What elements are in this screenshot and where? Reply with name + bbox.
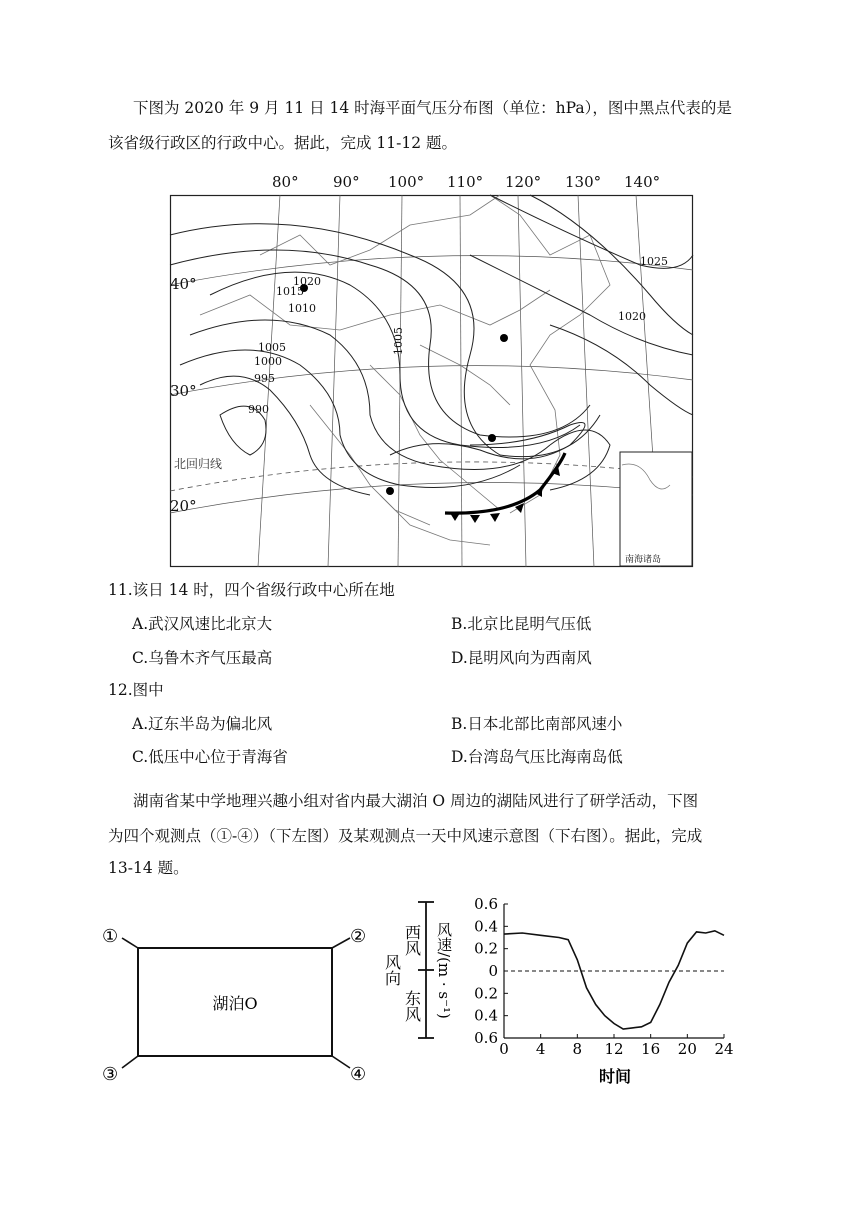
y-tick-label: 0.4 — [474, 1006, 498, 1025]
isobar-label: 995 — [254, 372, 275, 385]
lat-label: 30° — [170, 382, 197, 400]
isobar-label: 1010 — [288, 302, 316, 315]
lon-label: 100° — [388, 173, 425, 191]
q12-option-b[interactable]: B.日本北部比南部风速小 — [451, 715, 623, 733]
q11-option-a[interactable]: A.武汉风速比北京大 — [132, 615, 273, 633]
lon-label: 120° — [505, 173, 542, 191]
intro-paragraph-1-line-2: 该省级行政区的行政中心。据此，完成 11-12 题。 — [108, 134, 458, 152]
wind-speed-line — [504, 931, 724, 1029]
intro-paragraph-2-line-2: 为四个观测点（①-④）（下左图）及某观测点一天中风速示意图（下右图）。据此，完成 — [108, 827, 703, 845]
lat-label: 40° — [170, 275, 197, 293]
direction-bottom-label: 东风 — [402, 990, 422, 1022]
y-tick-label: 0.6 — [474, 1029, 498, 1047]
x-tick-label: 20 — [677, 1040, 697, 1058]
direction-top-label: 西风 — [402, 924, 422, 956]
isobar-label: 1015 — [276, 285, 304, 298]
x-tick-label: 4 — [535, 1040, 546, 1058]
y-tick-label: 0.2 — [474, 939, 498, 958]
q12-stem: 12.图中 — [108, 681, 164, 699]
x-axis-label: 时间 — [598, 1067, 632, 1086]
intro-paragraph-2-line-1: 湖南省某中学地理兴趣小组对省内最大湖泊 O 周边的湖陆风进行了研学活动，下图 — [133, 792, 699, 810]
q12-option-c[interactable]: C.低压中心位于青海省 — [132, 748, 288, 766]
isobar-label: 1025 — [640, 255, 668, 268]
x-tick-label: 8 — [572, 1040, 583, 1058]
isobar-label: 1020 — [618, 310, 646, 323]
q12-option-d[interactable]: D.台湾岛气压比海南岛低 — [451, 748, 623, 766]
x-tick-label: 0 — [499, 1040, 509, 1058]
point-4-label: ④ — [350, 1064, 367, 1085]
point-2-label: ② — [350, 926, 367, 947]
intro-paragraph-2-line-3: 13-14 题。 — [108, 859, 189, 877]
isobar-label: 1005 — [392, 327, 405, 355]
tropic-label: 北回归线 — [174, 457, 223, 471]
q11-option-c[interactable]: C.乌鲁木齐气压最高 — [132, 649, 273, 667]
isobar-label: 1020 — [293, 275, 321, 288]
direction-axis-label: 风向 — [382, 954, 402, 986]
y-axis-label: 风速/(m · s⁻¹) — [435, 922, 453, 1019]
q11-option-b[interactable]: B.北京比昆明气压低 — [451, 615, 592, 633]
isobar-label: 1005 — [258, 341, 286, 354]
q12-option-a[interactable]: A.辽东半岛为偏北风 — [132, 715, 273, 733]
wind-speed-chart — [382, 892, 760, 1092]
lon-label: 110° — [447, 173, 484, 191]
lake-diagram — [98, 920, 378, 1090]
lon-label: 90° — [333, 173, 360, 191]
y-tick-label: 0.6 — [474, 895, 498, 913]
x-tick-label: 16 — [641, 1040, 661, 1058]
isobar-label: 990 — [248, 403, 269, 416]
point-3-label: ③ — [102, 1064, 119, 1085]
lake-label: 湖泊O — [212, 994, 258, 1013]
lon-label: 80° — [272, 173, 299, 191]
inset-label: 南海诸岛 — [625, 555, 662, 565]
y-tick-label: 0.2 — [474, 984, 498, 1003]
y-tick-label: 0.4 — [474, 917, 498, 936]
isobar-label: 1000 — [254, 355, 282, 368]
x-tick-label: 12 — [604, 1040, 624, 1058]
x-tick-label: 24 — [714, 1040, 734, 1058]
lat-label: 20° — [170, 497, 197, 515]
lon-label: 130° — [565, 173, 602, 191]
y-tick-label: 0 — [488, 962, 498, 980]
intro-paragraph-1-line-1: 下图为 2020 年 9 月 11 日 14 时海平面气压分布图（单位：hPa），图中黑点代表的是 — [133, 99, 732, 117]
q11-stem: 11.该日 14 时，四个省级行政中心所在地 — [108, 581, 395, 599]
point-1-label: ① — [102, 926, 119, 947]
q11-option-d[interactable]: D.昆明风向为西南风 — [451, 649, 592, 667]
pressure-map — [170, 195, 693, 567]
lon-label: 140° — [624, 173, 661, 191]
